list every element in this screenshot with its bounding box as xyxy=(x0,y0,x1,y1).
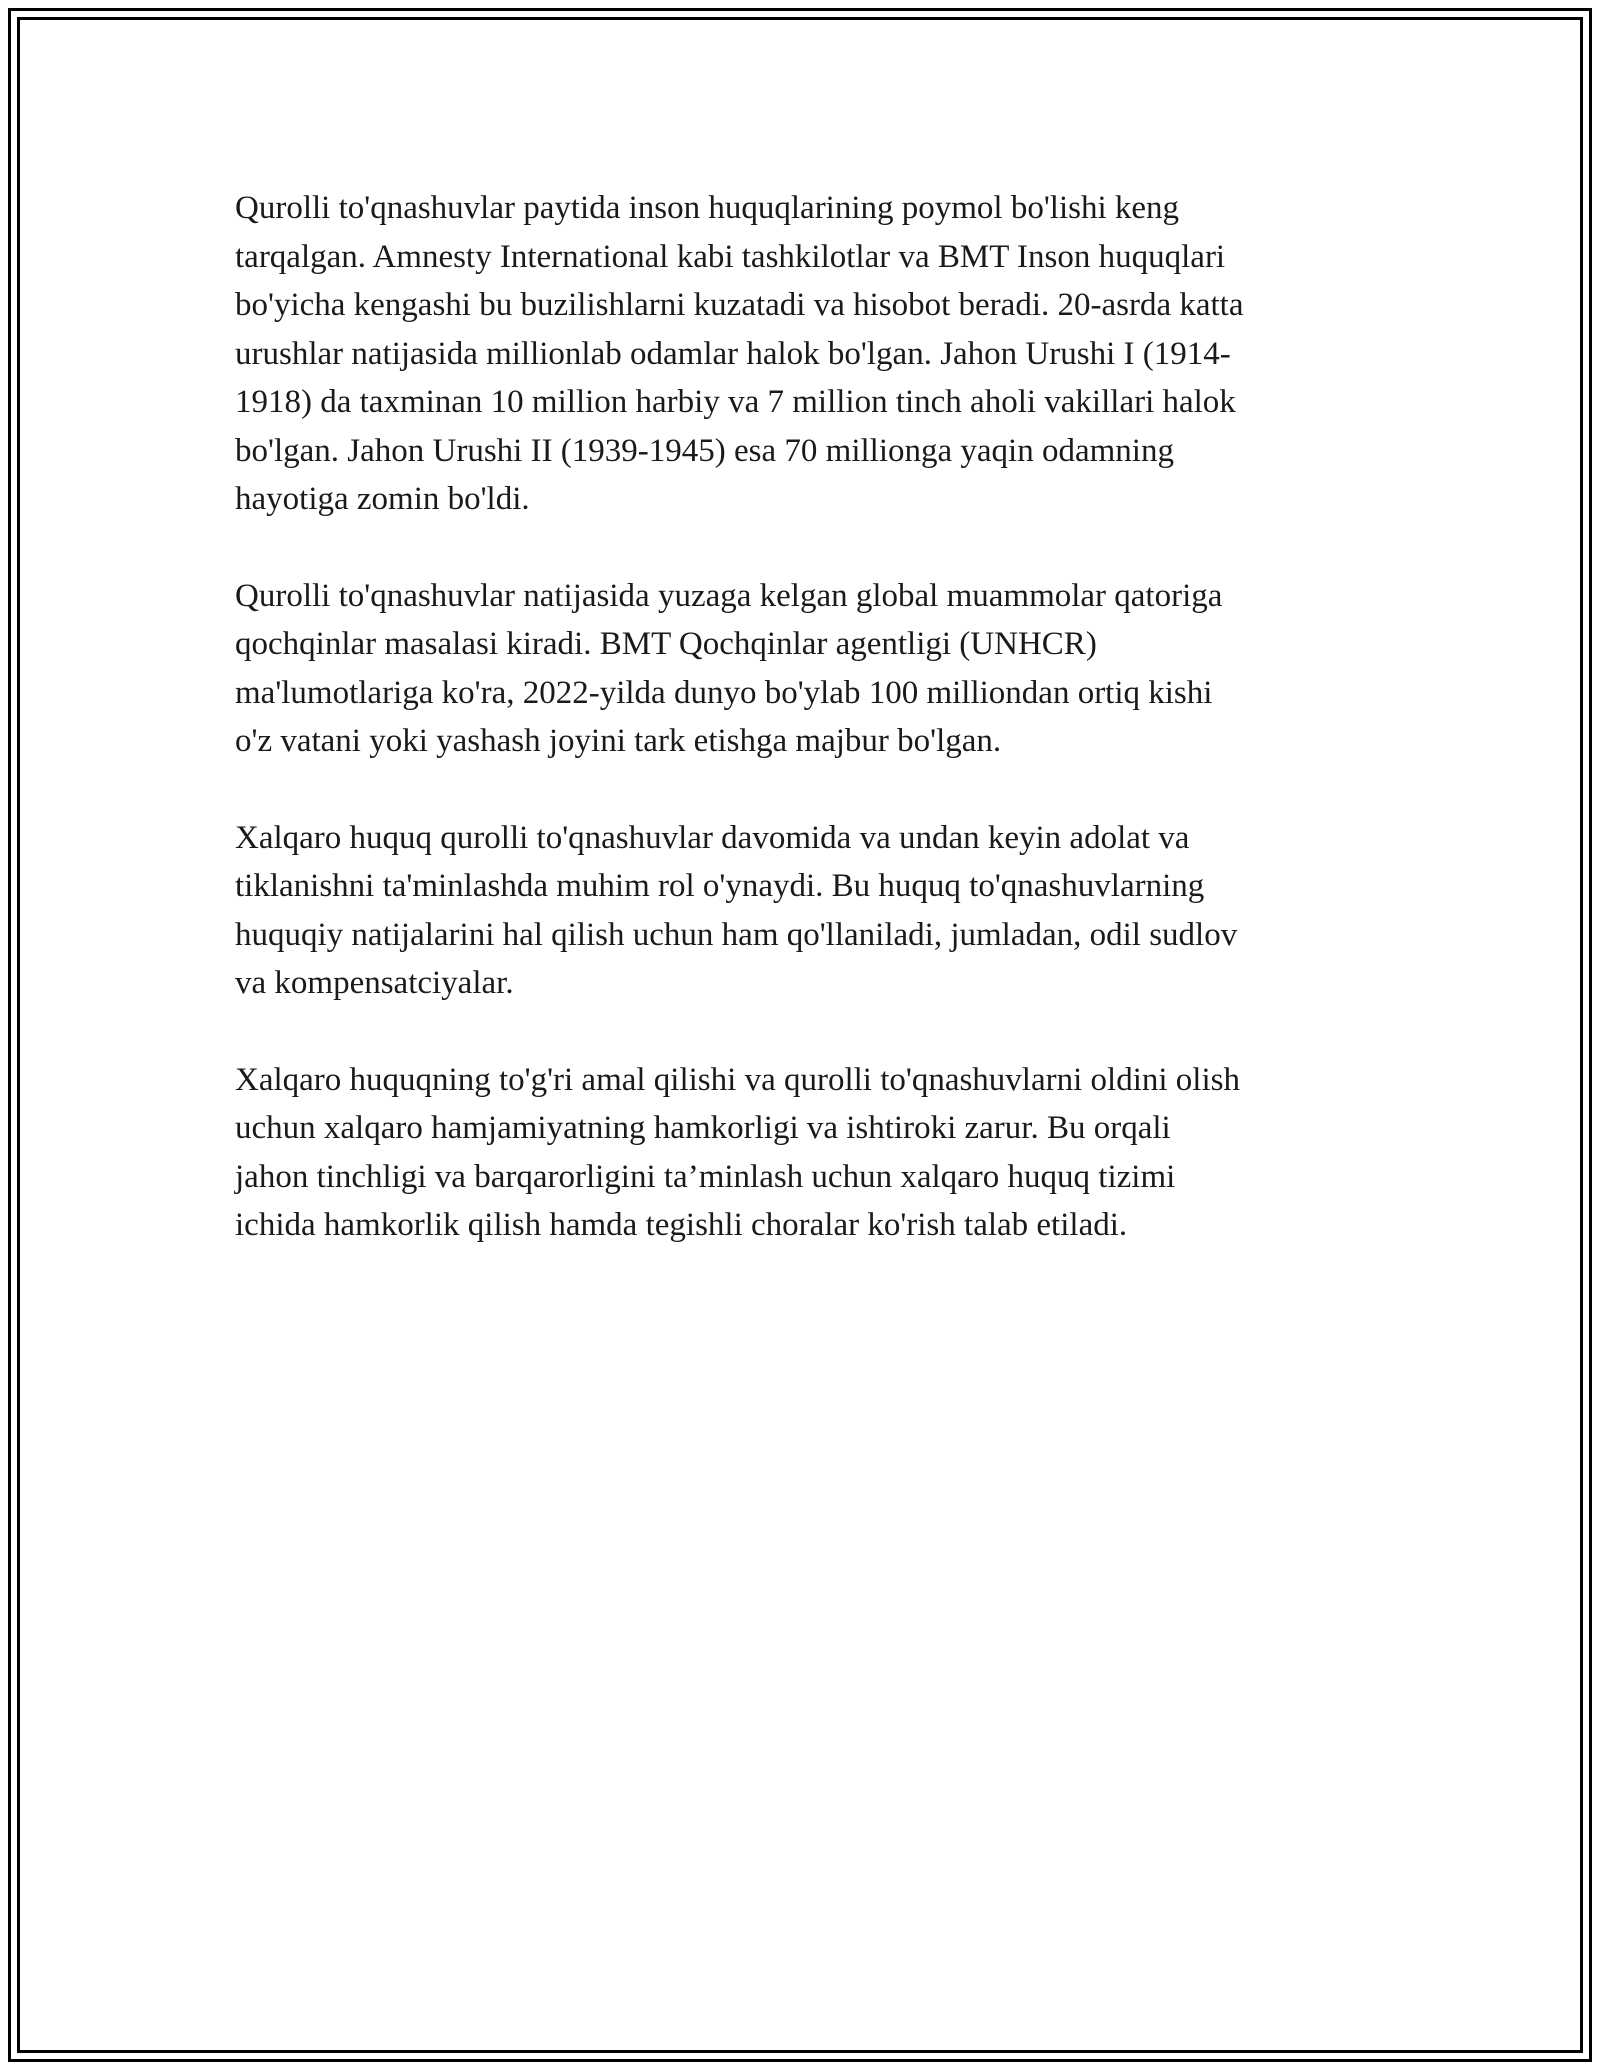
paragraph-cooperation: Xalqaro huquqning to'g'ri amal qilishi va qurolli to'qnashuvlarni oldini olish uchun xalqaro hamjamiyatning hamkorligi va ishtiroki zarur. Bu orqali jahon tinchligi va barqarorligini ta’minlash uchun xalqaro huquq tizimi ichida hamkorlik qilish hamda tegishli choralar ko'rish talab etiladi. xyxy=(235,1061,1240,1243)
paragraph-refugees: Qurolli to'qnashuvlar natijasida yuzaga kelgan global muammolar qatoriga qochqinlar masalasi kiradi. BMT Qochqinlar agentligi (UNHCR) ma'lumotlariga ko'ra, 2022-yilda dunyo bo'ylab 100 milliondan ortiq kishi o'z vatani yoki yashash joyini tark etishga majbur bo'lgan. xyxy=(235,577,1223,759)
document-body xyxy=(235,184,1365,1298)
paragraph-human-rights: Qurolli to'qnashuvlar paytida inson huquqlarining poymol bo'lishi keng tarqalgan. Amnesty International kabi tashkilotlar va BMT Inson huquqlari bo'yicha kengashi bu buzilishlarni kuzatadi va hisobot beradi. 20-asrda katta urushlar natijasida millionlab odamlar halok bo'lgan. Jahon Urushi I (1914- 1918) da taxminan 10 million harbiy va 7 million tinch aholi vakillari halok bo'lgan. Jahon Urushi II (1939-1945) esa 70 millionga yaqin odamning hayotiga zomin bo'ldi. xyxy=(235,190,1244,517)
paragraph-international-law: Xalqaro huquq qurolli to'qnashuvlar davomida va undan keyin adolat va tiklanishni ta'minlashda muhim rol o'ynaydi. Bu huquq to'qnashuvlarning huquqiy natijalarini hal qilish uchun ham qo'llaniladi, jumladan, odil sudlov va kompensatciyalar. xyxy=(235,819,1238,1001)
